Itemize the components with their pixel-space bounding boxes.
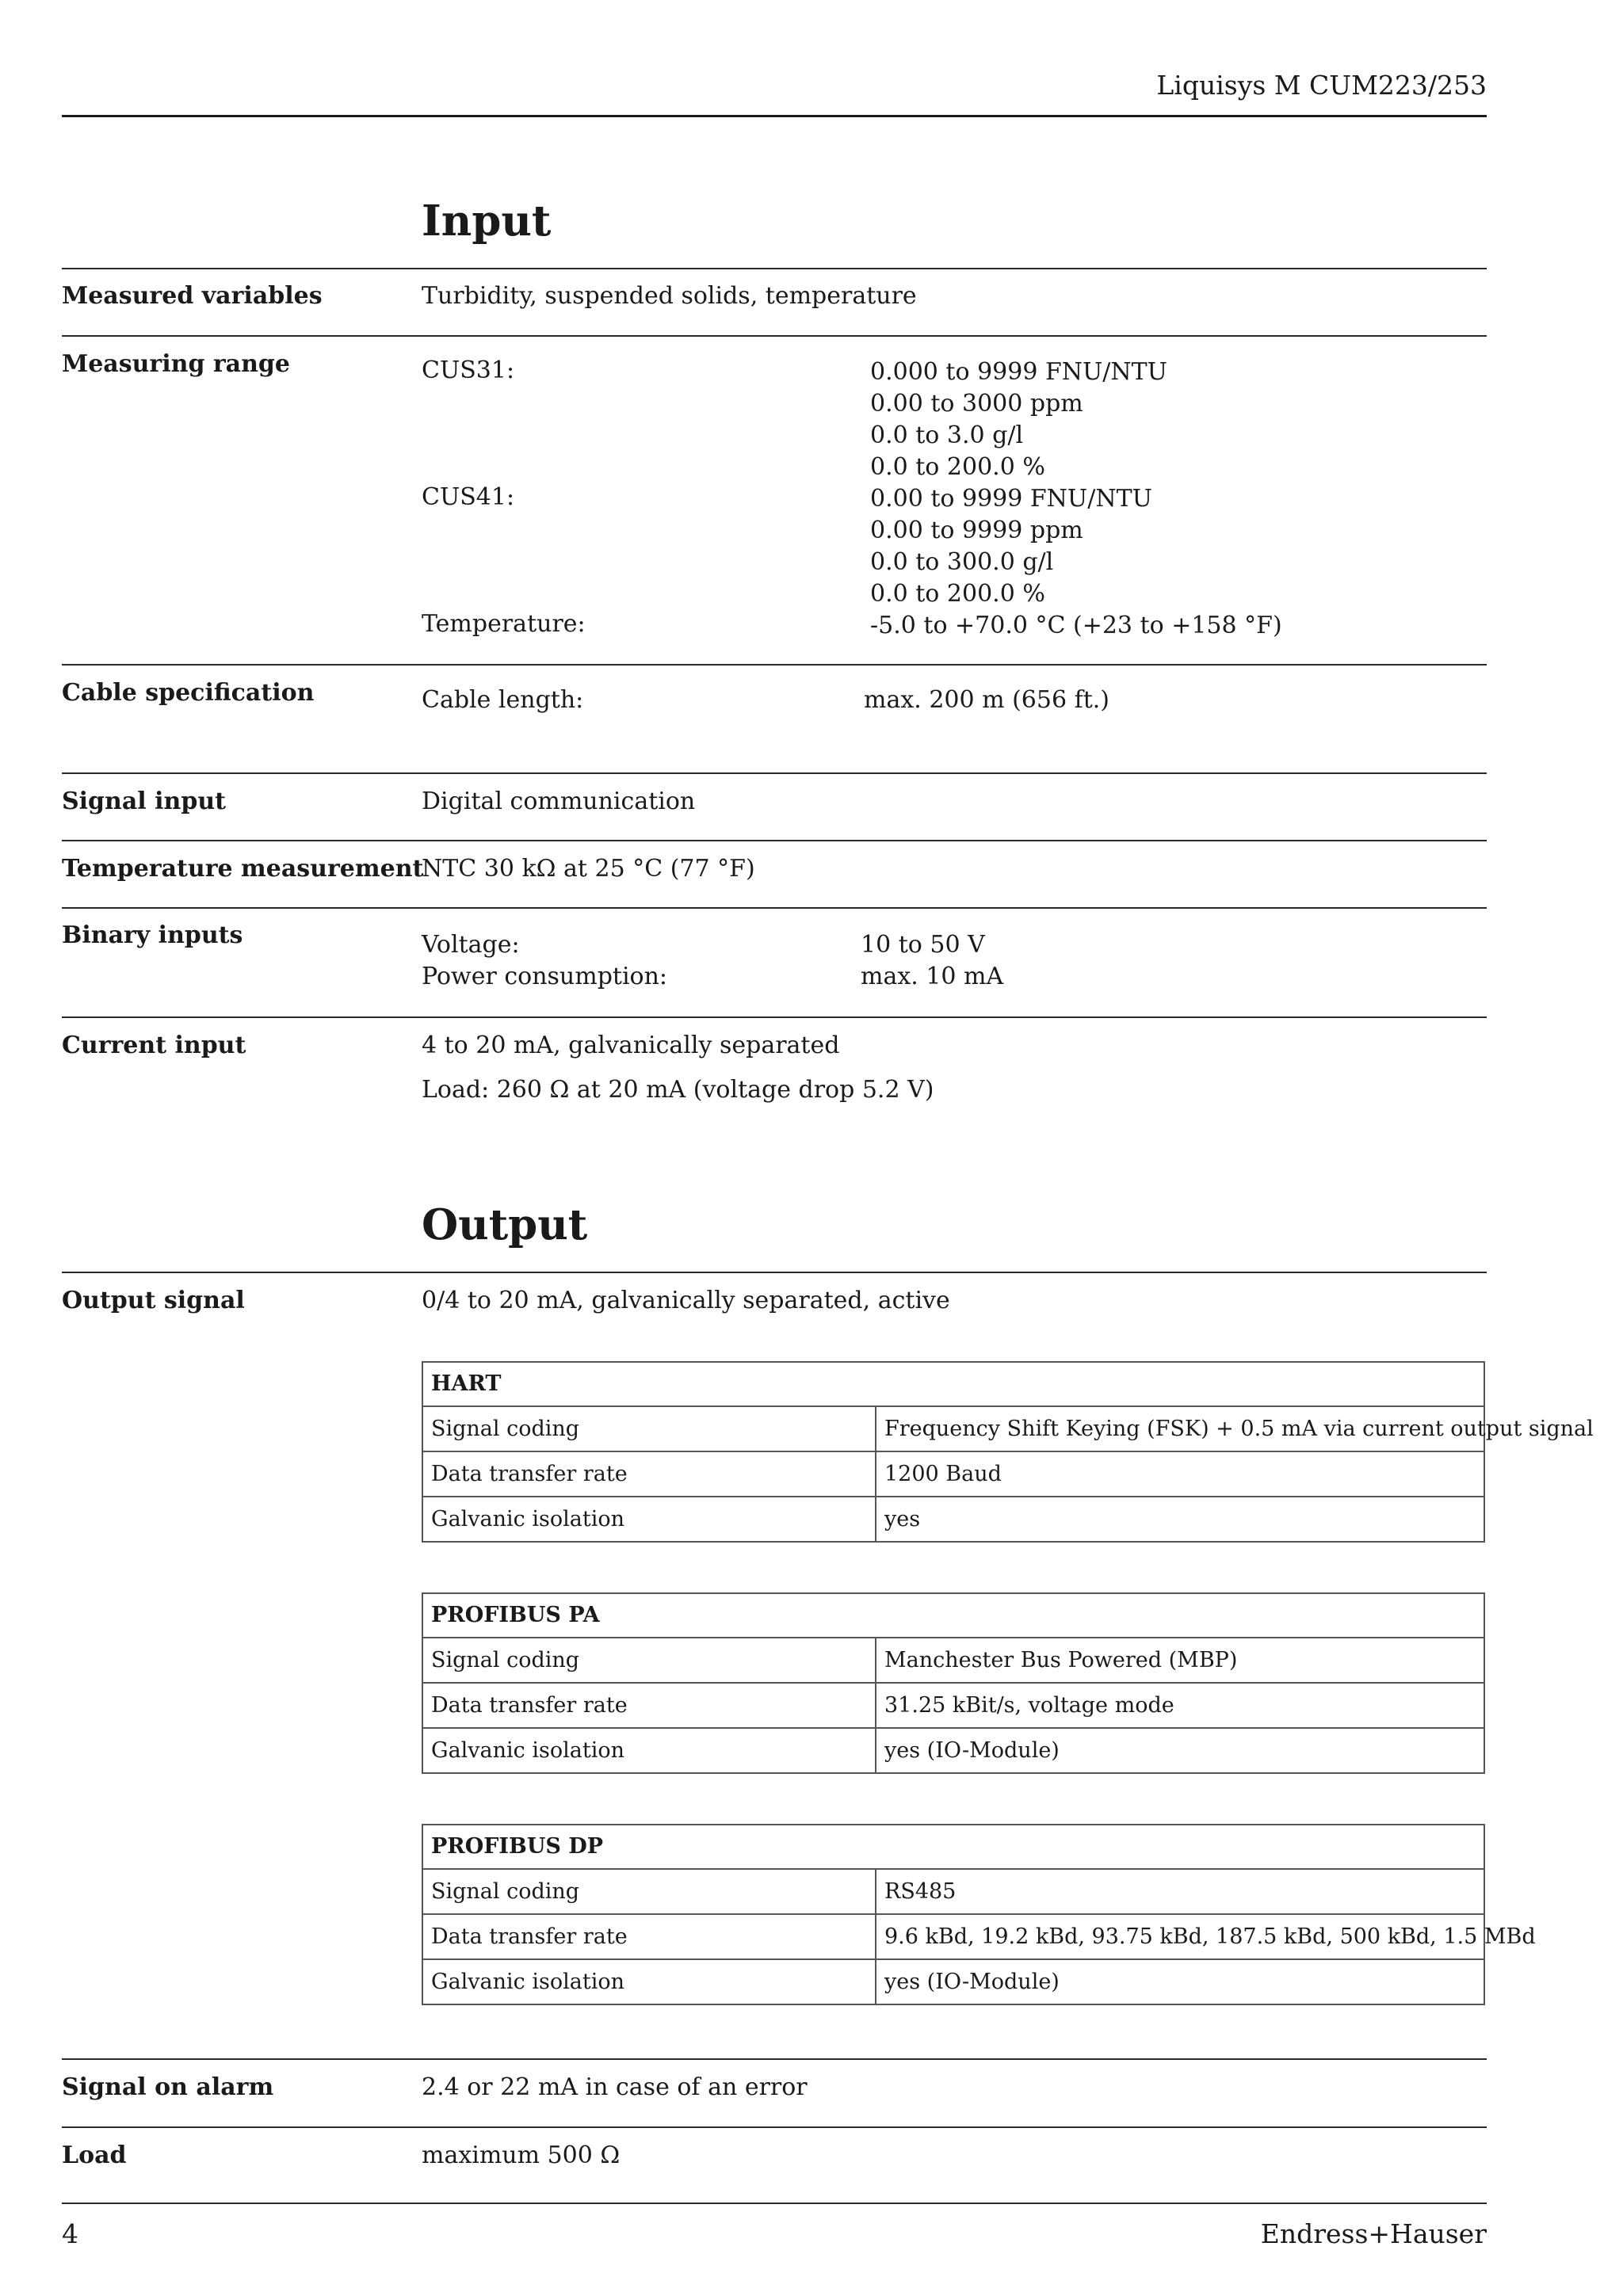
label-measuring-range: Measuring range [62,350,290,378]
table-row [423,1638,1484,1684]
table-row [423,1407,1594,1452]
range-value: 0.0 to 200.0 % [870,453,1045,481]
value-current-input-line2: Load: 260 Ω at 20 mA (voltage drop 5.2 V) [422,1076,934,1104]
row-rule [62,2058,1487,2060]
row-rule [62,840,1487,841]
row-rule [62,664,1487,666]
table-cell-value: yes (IO-Module) [884,1970,1060,1994]
value-load: maximum 500 Ω [422,2142,621,2169]
profibus-dp-table [422,1824,1536,2005]
table-cell-key: Signal coding [423,1870,876,1913]
label-signal-on-alarm: Signal on alarm [62,2073,274,2101]
hart-table [422,1361,1594,1543]
page-number: 4 [62,2218,78,2249]
table-cell-value: Manchester Bus Powered (MBP) [884,1648,1238,1672]
range-value: 0.0 to 300.0 g/l [870,548,1054,576]
table-row [423,1870,1484,1915]
table-cell-key: Galvanic isolation [423,1729,876,1772]
key-cable-length: Cable length: [422,686,584,714]
table-row [423,1729,1484,1772]
table-row [423,1452,1484,1497]
value-output-signal: 0/4 to 20 mA, galvanically separated, active [422,1287,950,1314]
value-signal-input: Digital communication [422,788,696,815]
row-rule [62,772,1487,774]
label-binary-inputs: Binary inputs [62,921,243,949]
table-cell-key: Signal coding [423,1407,876,1451]
table-cell-value: Frequency Shift Keying (FSK) + 0.5 mA via current output signal [884,1417,1594,1441]
value-current-input-line1: 4 to 20 mA, galvanically separated [422,1032,840,1059]
table-cell-key: Data transfer rate [423,1915,876,1958]
header-rule [62,115,1487,117]
range-value: 0.00 to 9999 ppm [870,517,1083,544]
section-rule [62,1272,1487,1273]
row-rule [62,1016,1487,1018]
label-output-signal: Output signal [62,1287,245,1314]
row-rule [62,335,1487,337]
row-rule [62,907,1487,909]
label-current-input: Current input [62,1032,246,1059]
value-voltage: 10 to 50 V [861,931,985,959]
table-cell-value: 31.25 kBit/s, voltage mode [884,1693,1174,1718]
table-row [423,1497,1484,1541]
table-row [423,1915,1536,1960]
key-power-consumption: Power consumption: [422,963,668,990]
key-temperature: Temperature: [422,610,586,638]
table-title: HART [423,1363,1484,1407]
table-row [423,1684,1484,1729]
label-measured-variables: Measured variables [62,282,323,310]
value-measured-variables: Turbidity, suspended solids, temperature [422,282,917,310]
table-cell-value: 1200 Baud [884,1462,1002,1486]
value-signal-on-alarm: 2.4 or 22 mA in case of an error [422,2073,808,2101]
range-value: 0.00 to 3000 ppm [870,390,1083,418]
table-cell-key: Signal coding [423,1638,876,1682]
section-rule [62,268,1487,269]
table-cell-key: Galvanic isolation [423,1497,876,1541]
profibus-pa-table [422,1592,1485,1774]
table-cell-value: yes (IO-Module) [884,1738,1060,1763]
range-value: 0.0 to 200.0 % [870,580,1045,608]
table-cell-key: Data transfer rate [423,1684,876,1727]
label-signal-input: Signal input [62,788,226,815]
table-cell-value: 9.6 kBd, 19.2 kBd, 93.75 kBd, 187.5 kBd, 500 kBd, 1.5 MBd [884,1924,1536,1949]
key-voltage: Voltage: [422,931,520,959]
key-cus31: CUS31: [422,357,515,384]
range-value: 0.000 to 9999 FNU/NTU [870,358,1167,386]
value-temperature-measurement: NTC 30 kΩ at 25 °C (77 °F) [422,855,755,883]
table-row [423,1960,1484,2004]
label-load: Load [62,2142,127,2169]
value-power-consumption: max. 10 mA [861,963,1004,990]
range-value: 0.00 to 9999 FNU/NTU [870,485,1152,513]
label-temperature-measurement: Temperature measurement [62,855,424,883]
key-cus41: CUS41: [422,483,515,511]
footer-brand: Endress+Hauser [1260,2218,1487,2249]
table-cell-value: yes [884,1507,921,1531]
row-rule [62,2126,1487,2128]
table-cell-key: Galvanic isolation [423,1960,876,2004]
table-cell-key: Data transfer rate [423,1452,876,1496]
value-cable-length: max. 200 m (656 ft.) [864,686,1110,714]
header-title: Liquisys M CUM223/253 [1156,70,1487,101]
measuring-range-values [870,357,1282,642]
range-value: -5.0 to +70.0 °C (+23 to +158 °F) [870,612,1282,639]
label-cable-specification: Cable specification [62,679,315,707]
table-title: PROFIBUS DP [423,1825,1484,1870]
table-title: PROFIBUS PA [423,1594,1484,1638]
section-title-input: Input [422,196,552,246]
footer-rule [62,2203,1487,2204]
section-title-output: Output [422,1200,588,1249]
table-cell-value: RS485 [884,1879,957,1904]
range-value: 0.0 to 3.0 g/l [870,421,1024,449]
